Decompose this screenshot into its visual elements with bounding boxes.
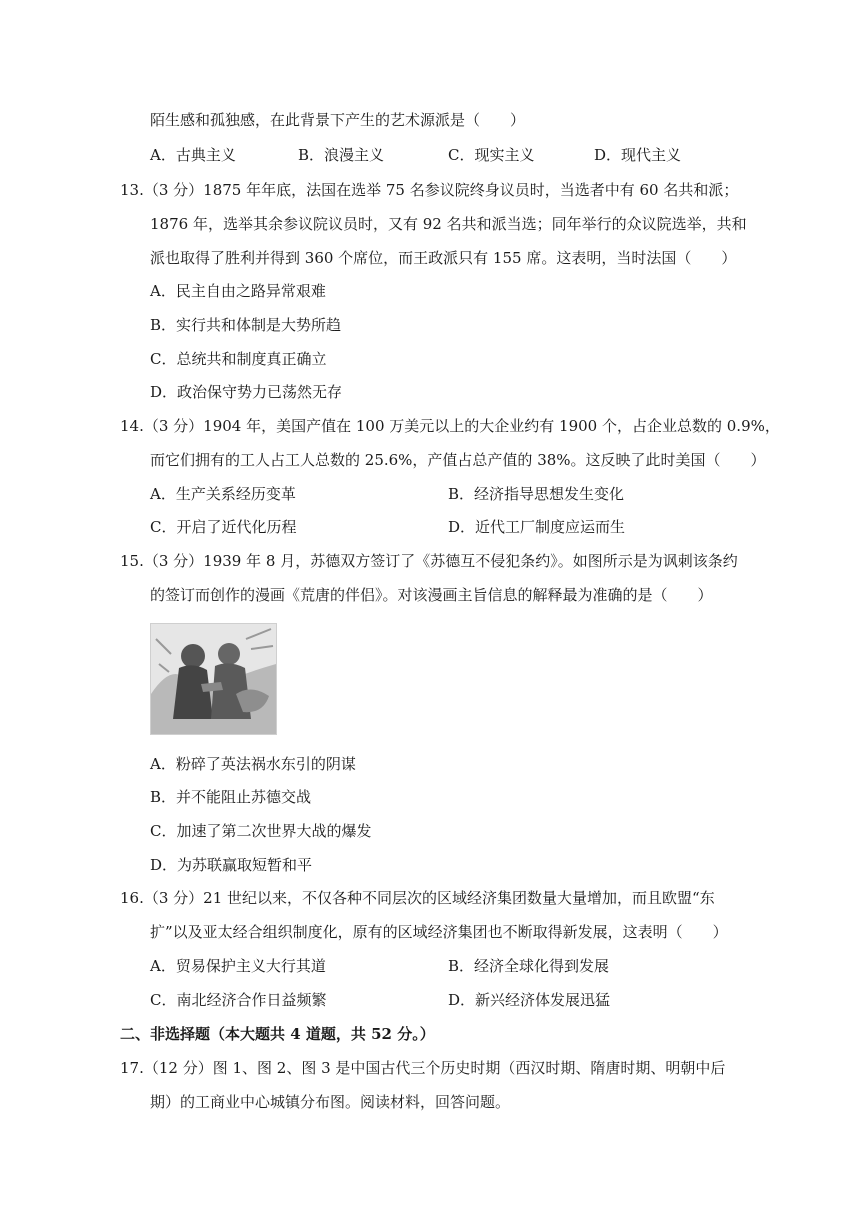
option-b: B．经济全球化得到发展 <box>448 957 610 975</box>
cartoon-image <box>150 623 277 735</box>
option-b: B．浪漫主义 <box>298 146 385 164</box>
option-a: A．民主自由之路异常艰难 <box>150 282 326 300</box>
option-a: A．生产关系经历变革 <box>150 485 296 503</box>
option-d: D．为苏联赢取短暂和平 <box>150 856 313 874</box>
question-text: 期）的工商业中心城镇分布图。阅读材料，回答问题。 <box>150 1093 511 1111</box>
question-text: 17.（12 分）图 1、图 2、图 3 是中国古代三个历史时期（西汉时期、隋唐时期、明朝中后 <box>120 1059 726 1077</box>
option-b: B．并不能阻止苏德交战 <box>150 788 312 806</box>
question-text: 陌生感和孤独感，在此背景下产生的艺术源派是（ ） <box>150 111 526 129</box>
question-text: 14.（3 分）1904 年，美国产值在 100 万美元以上的大企业约有 1900 个，占企业总数的 0.9%， <box>120 417 780 435</box>
option-d: D．现代主义 <box>594 146 682 164</box>
question-text: 的签订而创作的漫画《荒唐的伴侣》。对该漫画主旨信息的解释最为准确的是（ ） <box>150 586 713 604</box>
option-c: C．现实主义 <box>448 146 535 164</box>
option-b: B．经济指导思想发生变化 <box>448 485 625 503</box>
option-c: C．加速了第二次世界大战的爆发 <box>150 822 372 840</box>
option-d: D．政治保守势力已荡然无存 <box>150 383 343 401</box>
question-text: 16.（3 分）21 世纪以来，不仅各种不同层次的区域经济集团数量大量增加，而且欧盟“东 <box>120 889 715 907</box>
option-a: A．古典主义 <box>150 146 236 164</box>
question-text: 扩”以及亚太经合组织制度化，原有的区域经济集团也不断取得新发展，这表明（ ） <box>150 923 728 941</box>
section-title: 二、非选择题（本大题共 4 道题，共 52 分。） <box>120 1025 435 1043</box>
option-c: C．总统共和制度真正确立 <box>150 350 327 368</box>
option-b: B．实行共和体制是大势所趋 <box>150 316 342 334</box>
option-d: D．新兴经济体发展迅猛 <box>448 991 611 1009</box>
option-a: A．贸易保护主义大行其道 <box>150 957 326 975</box>
question-text: 而它们拥有的工人占工人总数的 25.6%，产值占总产值的 38%。这反映了此时美国（ ） <box>150 451 766 469</box>
option-a: A．粉碎了英法祸水东引的阴谋 <box>150 755 356 773</box>
option-c: C．南北经济合作日益频繁 <box>150 991 327 1009</box>
question-text: 1876 年，选举其余参议院议员时，又有 92 名共和派当选；同年举行的众议院选举，共和 <box>150 215 747 233</box>
question-text: 13.（3 分）1875 年年底，法国在选举 75 名参议院终身议员时，当选者中有 60 名共和派； <box>120 181 739 199</box>
question-text: 派也取得了胜利并得到 360 个席位，而王政派只有 155 席。这表明，当时法国（ ） <box>150 249 737 267</box>
question-text: 15.（3 分）1939 年 8 月，苏德双方签订了《苏德互不侵犯条约》。如图所示是为讽刺该条约 <box>120 552 738 570</box>
option-c: C．开启了近代化历程 <box>150 518 297 536</box>
option-d: D．近代工厂制度应运而生 <box>448 518 626 536</box>
